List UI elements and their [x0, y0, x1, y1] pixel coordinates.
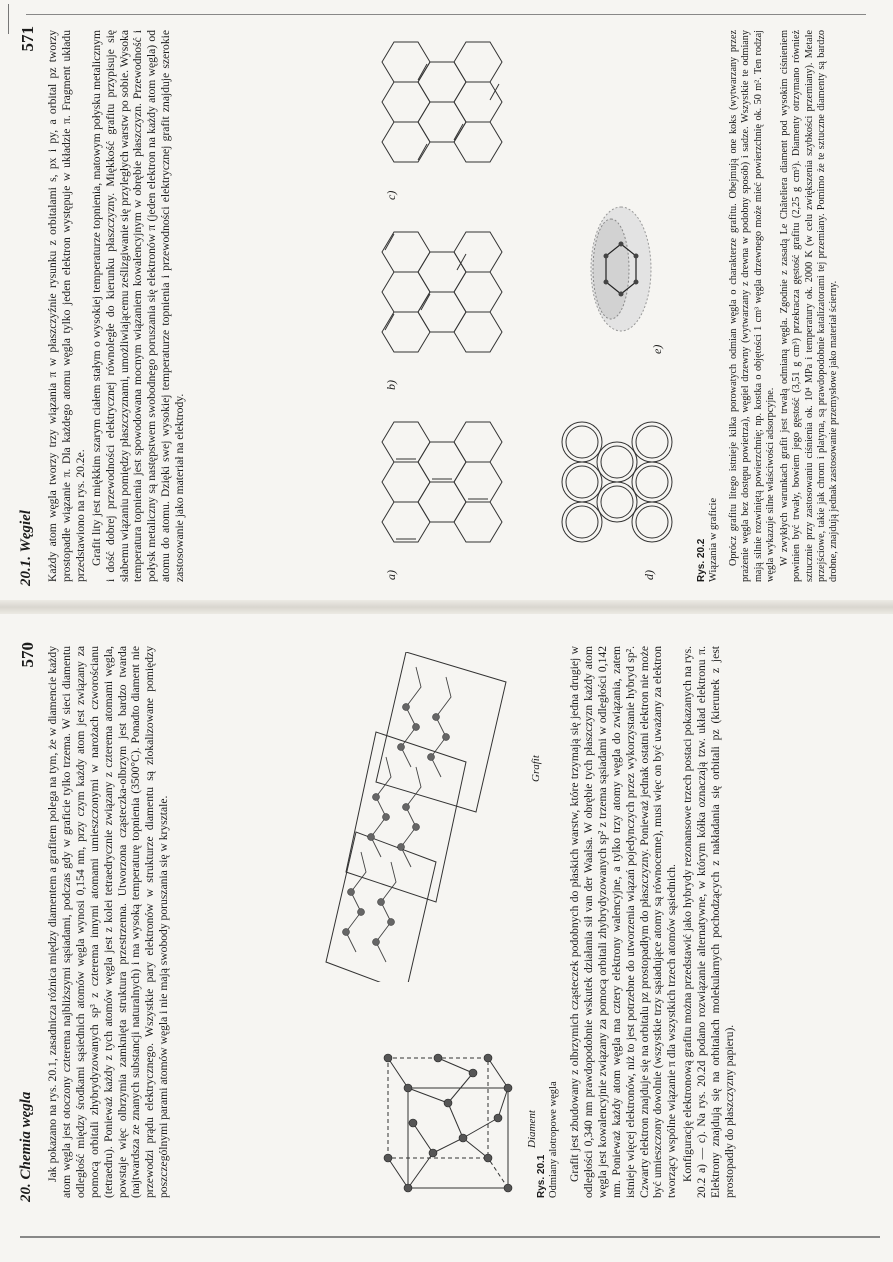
diamond-lattice-figure: [378, 1048, 538, 1198]
text-bottom: [728, 30, 878, 582]
caption-text: Odmiany alotropowe węgla: [548, 1081, 559, 1198]
text-bottom: [568, 646, 880, 1198]
page-header: [18, 642, 42, 1202]
header-title: 20.1. Węgiel: [18, 510, 34, 586]
page-570: [6, 622, 886, 1222]
paragraph: Oprócz grafitu litego istnieje kilka porowatych odmian węgla o charakterze grafitu. Obejmują one koks (wytwarzany przez prażenie węgla bez dostępu powietrza), węgiel drzewny (wytwarzany z drewna w podobny sposób) i sadze. Wszystkie te odmiany mają silnie rozwiniętą powierzchnię; np. kostka o objętości 1 cm³ węgla drzewnego może mieć powierzchnię ok. 50 m². Ten rodzaj węgla wykazuje silne właściwości adsorpcyjne.: [728, 30, 776, 582]
text-top: [46, 646, 302, 1198]
page-number: 570: [18, 642, 37, 668]
sublabel-b: b): [384, 380, 398, 390]
paragraph: Każdy atom węgla tworzy trzy wiązania π w płaszczyźnie rysunku z orbitalami s, px i py, a orbital pz tworzy prostopadłe wiązanie π. Dla każdego atomu węgla tylko jeden elektron występuje w układzie π. Fragment układu przedstawiono na rys. 20.2e.: [46, 30, 87, 582]
page-571: [6, 6, 886, 606]
diamond-label: Diament: [526, 1110, 538, 1148]
pi-system-figure-d: [552, 382, 682, 582]
page-number: 571: [18, 26, 37, 52]
graphite-label: Grafit: [530, 755, 542, 782]
page-edge-line: [26, 14, 866, 15]
text-top: [46, 30, 364, 582]
caption-number: Rys. 20.2: [696, 538, 707, 582]
pi-orbital-figure-e: [566, 194, 676, 354]
sublabel-a: a): [384, 570, 398, 580]
caption-number: Rys. 20.1: [536, 1154, 547, 1198]
paragraph: Konfigurację elektronową grafitu można przedstawić jako hybrydy rezonansowe trzech postaci pokazanych na rys. 20.2 a) — c). Na rys. 20.2d podano rozwiązanie alternatywne, w którym kółka oznaczają tzw. układ elektronu π. Elektrony znajdują się na orbitalach molekularnych pochodzących z nakładania się orbitali pz (kierunek z jest prostopadły do płaszczyzny papieru).: [681, 646, 736, 1198]
figure-caption-20-2: [696, 382, 720, 582]
bonding-figure-b: [374, 212, 544, 392]
sublabel-d: d): [642, 570, 656, 580]
bonding-figure-a: [374, 402, 544, 582]
scan-bottom-edge: [20, 1236, 880, 1238]
sublabel-c: c): [384, 190, 398, 200]
sublabel-e: e): [650, 344, 664, 354]
paragraph: Grafit jest zbudowany z olbrzymich cząsteczek podobnych do płaskich warstw, które trzymają się jedna drugiej w odległości 0,340 nm prawdopodobnie wskutek działania sił van der Waalsa. W obrębie tych płaszczyzn każdy atom węgla jest kowalencyjnie związany za pomocą orbitali zhybrydyzowanych sp² z trzema sąsiadami w odległości 0,142 nm. Ponieważ każdy atom węgla ma cztery elektrony walencyjne, a tylko trzy atomy węgla do związania, zatem istnieje więcej elektronów, niż to jest potrzebne do utworzenia wiązań pojedynczych przez wykorzystanie hybryd sp². Czwarty elektron znajduje się na orbitalu pz prostopadłym do płaszczyzny. Ponieważ jednak ostatni elektron nie może być umieszczony dowolnie (wszystkie trzy sąsiadujące atomy są równocenne), musi więc on być uważany za elektron tworzący wspólne wiązanie π dla wszystkich trzech atomów sąsiednich.: [568, 646, 679, 1198]
bonding-figure-c: [374, 22, 544, 202]
page-header: [18, 26, 42, 586]
figure-caption-20-1: [536, 978, 560, 1198]
paragraph: Jak pokazano na rys. 20.1, zasadnicza różnica między diamentem a grafitem polega na tym, że w diamencie każdy atom węgla jest otoczony czterema najbliższymi sąsiadami, podczas gdy w graficie tylko trzema. W sieci diamentu odległość między środkami sąsiednich atomów węgla wynosi 0,154 nm, przy czym każdy atom jest związany za pomocą orbitali zhybrydyzowanych sp³ z czterema innymi atomami umieszczonymi w narożach czworościanu (tetraedru). Ponieważ każdy z tych atomów węgla jest z kolei tetraedrycznie związany z czterema atomami węgla, powstaje więc olbrzymia zamknięta struktura przestrzenna. Utworzona cząsteczka-olbrzym jest bardzo twarda (najtwardsza ze znanych substancji naturalnych) i ma wysoką temperaturę topnienia (3500°C). Ponadto diament nie przewodzi prądu elektrycznego. Wszystkie pary elektronów w strukturze diamentu są zlokalizowane pomiędzy poszczególnymi parami atomów węgla i nie mają swobody poruszania się w krysztale.: [46, 646, 171, 1198]
header-title: 20. Chemia węgla: [18, 1091, 34, 1202]
paragraph: Grafit lity jest miękkim szarym ciałem stałym o wysokiej temperaturze topnienia, matowym połysku metalicznym i dość dobrej przewodności elektrycznej równoległe do kierunku płaszczyzny. Miękkość grafitu przypisuje się słabemu wiązaniu pomiędzy płaszczyznami, umożliwiającemu ześlizgiwanie się przyległych warstw po sobie. Wysoka temperatura topnienia jest spowodowana mocnym wiązaniem kowalencyjnym w obrębie płaszczyzn. Przewodność i połysk metaliczny są następstwem swobodnego poruszania się elektronów π (jeden elektron na każdy atom węgla) od atomu do atomu. Dzięki swej wysokiej temperaturze topnienia i przewodności elektrycznej grafit znajduje szerokie zastosowanie jako materiał na elektrody.: [89, 30, 187, 582]
caption-text: Wiązania w graficie: [708, 497, 719, 582]
graphite-layers-figure: [306, 652, 556, 982]
paragraph: W zwykłych warunkach grafit jest trwałą odmianą węgla. Zgodnie z zasadą Le Châteliera diament pod wysokim ciśnieniem powinien być trwały, bowiem jego gęstość (3,51 g cm³) przekracza gęstość grafitu (2,25 g cm³). Diamenty otrzymano również sztucznie przy zastosowaniu ciśnienia ok. 10⁴ MPa i temperatury ok. 2000 K (w celu zwiększenia szybkości przemiany). Metale przejściowe, takie jak chrom i platyna, są prawdopodobnie katalizatorami tej przemiany. Pomimo że te sztuczne diamenty są bardzo drobne, znajdują jednak zastosowanie przemysłowe jako materiał ścierny.: [779, 30, 840, 582]
